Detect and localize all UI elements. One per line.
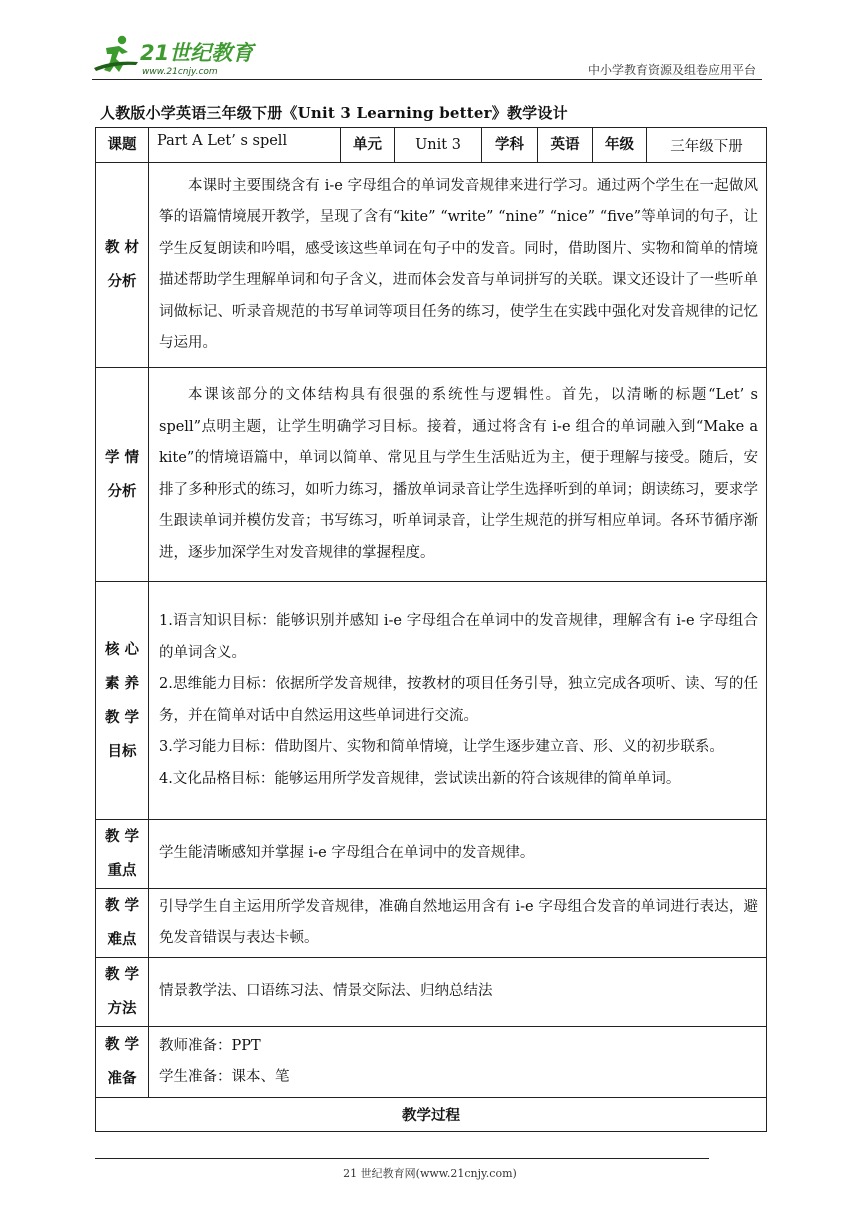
methods-label: 教 学 方法 [96, 958, 149, 1027]
core-goals-row [96, 582, 767, 820]
key-points-label: 教 学 重点 [96, 820, 149, 889]
key-points-row [96, 820, 767, 889]
lesson-plan-table [95, 127, 767, 1132]
goal-item: 4.文化品格目标：能够运用所学发音规律，尝试读出新的符合该规律的简单单词。 [159, 770, 681, 787]
learner-analysis-row [96, 368, 767, 582]
site-logo [92, 32, 262, 80]
methods-text: 情景教学法、口语练习法、情景交际法、归纳总结法 [149, 958, 767, 1027]
platform-name: 中小学教育资源及组卷应用平台 [587, 63, 756, 77]
material-text: 本课时主要围绕含有 i-e 字母组合的单词发音规律来进行学习。通过两个学生在一起做风筝的语篇情境展开教学，呈现了含有“kite” “write” “nine” “nice” “five”等单词的句子，让学生反复朗读和吟唱，感受该这些单词在句子中的发音。同时，借助图片、实物和简单的情境描述帮助学生理解单词和句子含义，进而体会发音与单词拼写的关联。课文还设计了一些听单词做标记、听录音规范的书写单词等项目任务的练习，使学生在实践中强化对发音规律的记忆与运用。 [149, 163, 767, 368]
unit-label: 单元 [341, 128, 395, 163]
preparation-text [149, 1027, 767, 1098]
goal-item: 1.语言知识目标：能够识别并感知 i-e 字母组合在单词中的发音规律，理解含有 i-e 字母组合的单词含义。 [159, 613, 758, 661]
difficulties-text: 引导学生自主运用所学发音规律，准确自然地运用含有 i-e 字母组合发音的单词进行表达，避免发音错误与表达卡顿。 [149, 889, 767, 958]
difficulties-label: 教 学 难点 [96, 889, 149, 958]
material-analysis-row [96, 163, 767, 368]
unit-value: Unit 3 [395, 128, 482, 163]
subject-value: 英语 [538, 128, 593, 163]
goals-label: 核 心 素 养 教 学 目标 [96, 582, 149, 820]
footer-divider [95, 1158, 709, 1159]
methods-row [96, 958, 767, 1027]
footer-text: 21 世纪教育网(www.21cnjy.com) [343, 1167, 517, 1180]
grade-label: 年级 [593, 128, 647, 163]
preparation-row [96, 1027, 767, 1098]
teacher-preparation: 教师准备：PPT [159, 1037, 261, 1054]
material-label: 教 材 分析 [96, 163, 149, 368]
document-title: 人教版小学英语三年级下册《Unit 3 Learning better》教学设计 [100, 104, 568, 122]
goals-list [149, 582, 767, 820]
grade-value: 三年级下册 [647, 128, 767, 163]
key-points-text: 学生能清晰感知并掌握 i-e 字母组合在单词中的发音规律。 [149, 820, 767, 889]
preparation-label: 教 学 准备 [96, 1027, 149, 1098]
topic-label: 课题 [96, 128, 149, 163]
goal-item: 2.思维能力目标：依据所学发音规律，按教材的项目任务引导，独立完成各项听、读、写的任务，并在简单对话中自然运用这些单词进行交流。 [159, 676, 758, 724]
header-divider [92, 79, 762, 80]
logo-url: www.21cnjy.com [142, 67, 218, 77]
goal-item: 3.学习能力目标：借助图片、实物和简单情境，让学生逐步建立音、形、义的初步联系。 [159, 739, 724, 755]
logo-text: 21世纪教育 [140, 41, 254, 65]
learner-label: 学 情 分析 [96, 368, 149, 582]
difficulties-row [96, 889, 767, 958]
process-title: 教学过程 [96, 1098, 767, 1132]
student-preparation: 学生准备：课本、笔 [159, 1069, 290, 1085]
info-row [96, 128, 767, 163]
learner-text: 本课该部分的文体结构具有很强的系统性与逻辑性。首先，以清晰的标题“Let’ s spell”点明主题，让学生明确学习目标。接着，通过将含有 i-e 组合的单词融入到“Make a kite”的情境语篇中，单词以简单、常见且与学生生活贴近为主，便于理解与接受。随后，安排了多种形式的练习，如听力练习，播放单词录音让学生选择听到的单词；朗读练习，要求学生跟读单词并模仿发音；书写练习，听单词录音，让学生规范的拼写相应单词。各环节循序渐进，逐步加深学生对发音规律的掌握程度。 [149, 368, 767, 582]
runner-logo-icon [92, 32, 262, 80]
topic-value: Part A Let’ s spell [149, 128, 341, 163]
process-row [96, 1098, 767, 1132]
subject-label: 学科 [482, 128, 538, 163]
